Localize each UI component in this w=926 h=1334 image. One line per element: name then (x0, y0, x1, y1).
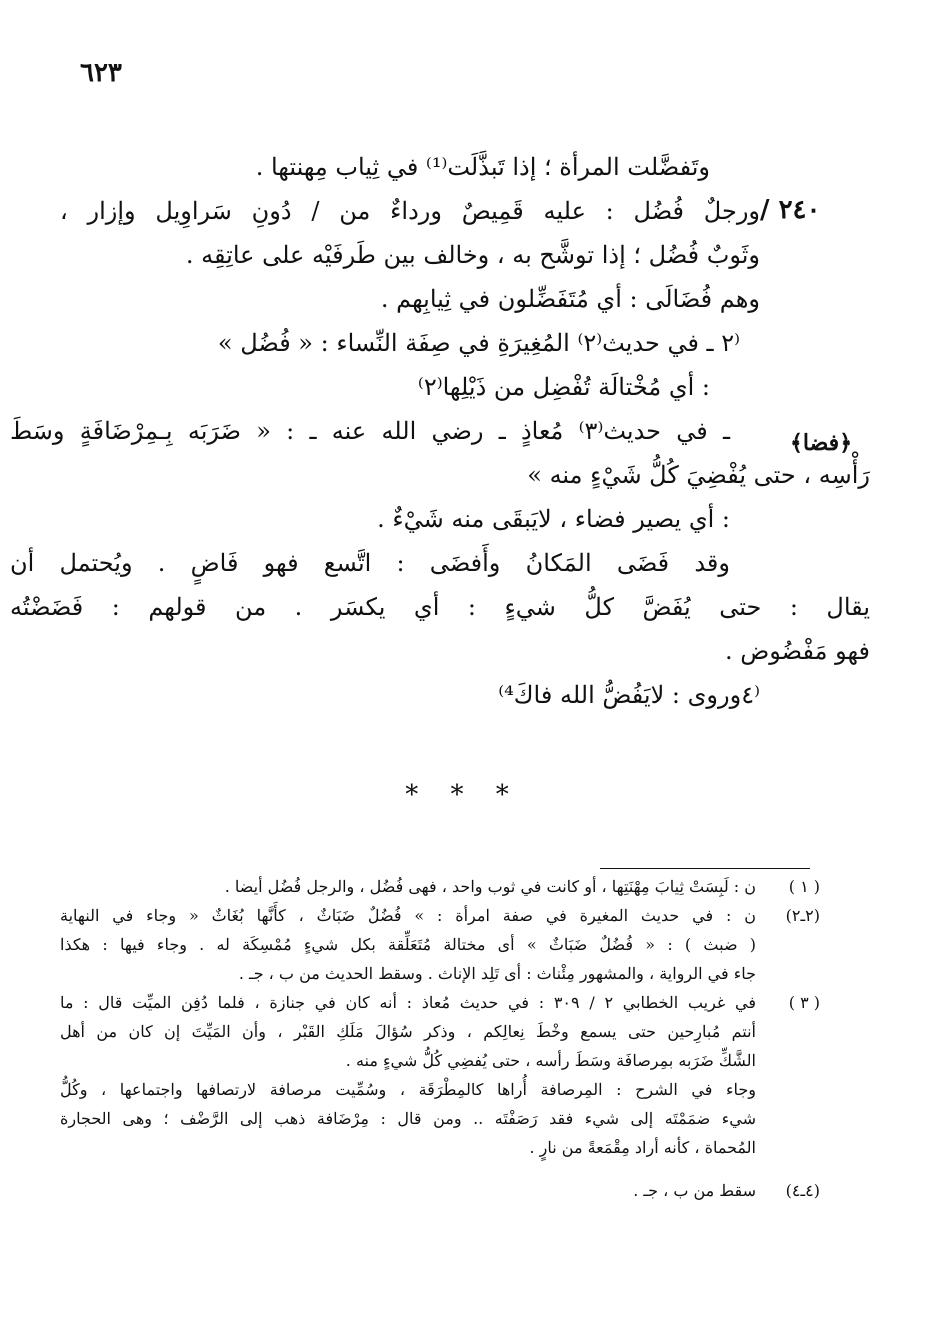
text-line: ورجلٌ فُضُل : عليه قَمِيصٌ ورداءٌ من / دُونِ سَراوِيل وإزار ، (60, 197, 760, 225)
footnote-line: ن : في حديث المغيرة في صفة امرأة : » فُضُلٌ ضَبَاثٌ ، كأَنَّها بُغَاثٌ « وجاء في النهاية (60, 906, 756, 925)
footnote-line: في غريب الخطابي ٢ / ٣٠٩ : في حديث مُعاذ : أنه كان في جنازة ، فلما دُفِن الميِّت قال : ما (60, 993, 756, 1012)
footnote-rule (600, 868, 810, 869)
footnote-number: ( ٣ ) (788, 993, 820, 1012)
text-line: : أي مُخْتالَة تُفْضِل من ذَيْلِها⁽٢⁾ (417, 373, 710, 401)
footnote-line: جاء في الرواية ، والمشهور مِئْناث : أى تَلِد الإناث . وسقط الحديث من ب ، جـ . (238, 964, 756, 983)
footnote-line: أنتم مُبارِحين حتى يسمع وخْطَ نِعالِكم ، وذكر سُؤالَ مَلَكِ القَبْر ، وأن المَيِّتَ إن كان من أهل (60, 1022, 757, 1041)
text-line: ـ في حديث⁽٣⁾ مُعاذٍ ـ رضي الله عنه ـ : « ضَرَبَه بِـمِرْضَافَةٍ وسَطَ (10, 417, 731, 445)
text-line: ⁽٤وروى : لايَفُضُّ الله فاكَ⁴⁾ (498, 681, 760, 709)
footnote-line: ( ضبث ) : « فُضُلٌ ضَبَاثٌ » أى مختالة مُتَعَلِّقة بكل شيءٍ مُمْسِكَة له . وجاء فيها : هكذا (60, 935, 756, 954)
footnote-line: ن : لَبِسَتْ ثِيابَ مِهْنَتِها ، أو كانت في ثوب واحد ، فهى فُضُل ، والرجل فُضُل أيضا . (224, 877, 756, 896)
footnote-3 (60, 988, 820, 1162)
section-separator: * * * (405, 780, 521, 810)
footnotes (60, 872, 820, 1205)
footnote-line: سقط من ب ، جـ . (633, 1181, 756, 1200)
footnote-line: شيء ضمَمْتَه إلى شيء فقد رَصَفْتَه .. ومن قال : مِرْضَافة ذهب إلى الرَّضْف ؛ وهى الحجارة (60, 1109, 756, 1128)
footnote-line: الشَّكِّ ضَرَبه بمِرصافَة وسَطَ رأسه ، حتى يُفضِي كُلُّ شيءٍ منه . (345, 1051, 756, 1070)
footnote-1 (60, 872, 820, 901)
text-line: وهم فُضَالَى : أي مُتَفَضِّلون في ثِيابِهم . (380, 285, 760, 313)
text-line: يقال : حتى يُفَضَّ كلُّ شيءٍ : أي يكسَر . من قولهم : فَضَضْتُه (10, 593, 870, 621)
headword-marker: ﴿فضا﴾ (790, 430, 853, 456)
text-line: رَأْسِه ، حتى يُفْضِيَ كُلُّ شَيْءٍ منه » (527, 461, 870, 489)
text-line: وقد فَضَى المَكانُ وأَفضَى : اتَّسع فهو فَاضٍ . ويُحتمل أن (10, 549, 730, 577)
text-line: فهو مَفْضُوض . (724, 637, 870, 665)
text-line: ⁽٢ ـ في حديث⁽٢⁾ المُغِيرَةِ في صِفَة النِّساء : « فُضُل » (217, 329, 740, 357)
footnote-2 (60, 901, 820, 988)
text-line: : أي يصير فضاء ، لايَبقَى منه شَيْءٌ . (377, 505, 730, 533)
main-text (10, 145, 870, 717)
footnote-line: وجاء في الشرح : المِرصافة أُراها كالمِطْرَقَة ، وسُمِّيت مرصافة لارتصافها واجتماعها ، وكُلُّ (60, 1080, 756, 1099)
entry-number-marker: ٢٤٠ / (760, 195, 821, 225)
footnote-line: المُحماة ، كأنه أراد مِقْمَعةً من نارٍ . (529, 1138, 756, 1157)
text-line: وتَفضَّلت المرأة ؛ إذا تَبذَّلَت⁽¹⁾ في ثِياب مِهنتها . (255, 153, 710, 181)
text-line: وثَوبٌ فُضُل ؛ إذا توشَّح به ، وخالف بين طَرفَيْه على عاتِقِه . (185, 241, 760, 269)
footnote-number: ( ١ ) (788, 877, 820, 896)
page-number: ٦٢٣ (80, 58, 122, 88)
footnote-4 (60, 1176, 820, 1205)
footnote-number: (٤ـ٤) (785, 1181, 820, 1200)
footnote-number: (٢ـ٢) (785, 906, 820, 925)
